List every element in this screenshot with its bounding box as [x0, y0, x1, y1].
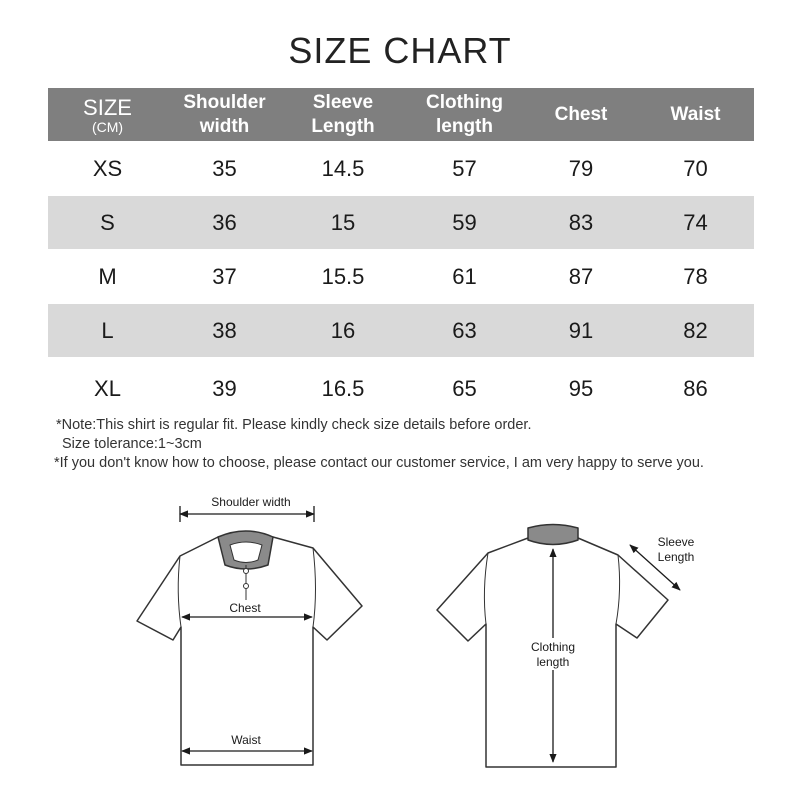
clothing-length-cell: 57	[452, 155, 477, 181]
shoulder-cell: 38	[167, 304, 282, 357]
sleeve-cell: 14.5	[321, 155, 365, 181]
size-cell: S	[48, 196, 167, 249]
chest-label: Chest	[229, 601, 261, 615]
header-shoulder-width: Shoulder width	[167, 88, 282, 141]
waist-cell: 74	[637, 196, 754, 249]
tolerance-note: Size tolerance:1~3cm	[62, 436, 202, 452]
header-clothing-length: Clothing length	[404, 88, 525, 141]
waist-cell: 78	[683, 263, 708, 289]
shoulder-cell: 39	[212, 375, 237, 401]
header-waist: Waist	[637, 88, 754, 141]
clothing-length-label-line2: length	[536, 655, 570, 669]
header-chest: Chest	[525, 88, 637, 141]
sleeve-length-label-line1: Sleeve	[657, 535, 695, 549]
sleeve-length-label-line2: Length	[657, 550, 695, 564]
clothing-length-cell: 59	[404, 196, 525, 249]
clothing-length-cell: 61	[452, 263, 477, 289]
sleeve-cell: 15.5	[321, 263, 365, 289]
clothing-length-cell: 63	[404, 304, 525, 357]
waist-cell: 86	[683, 375, 708, 401]
chest-cell: 95	[568, 375, 594, 401]
sleeve-cell: 15	[282, 196, 404, 249]
header-sleeve-length: Sleeve Length	[282, 88, 404, 141]
service-note: *If you don't know how to choose, please contact our customer service, I am very happy to serve you.	[54, 455, 704, 471]
chest-cell: 91	[525, 304, 637, 357]
shoulder-cell: 35	[212, 155, 237, 181]
chest-cell: 87	[568, 263, 594, 289]
sleeve-cell: 16	[282, 304, 404, 357]
shoulder-cell: 37	[212, 263, 237, 289]
size-cell: L	[48, 304, 167, 357]
waist-cell: 82	[637, 304, 754, 357]
size-cell: XL	[94, 375, 121, 401]
shoulder-width-label: Shoulder width	[211, 495, 291, 509]
size-cell: M	[98, 263, 117, 289]
fit-note: *Note:This shirt is regular fit. Please kindly check size details before order.	[56, 417, 532, 433]
size-cell: XS	[92, 155, 123, 181]
waist-label: Waist	[231, 733, 261, 747]
shoulder-cell: 36	[167, 196, 282, 249]
clothing-length-cell: 65	[452, 375, 477, 401]
header-size: SIZE (CM)	[48, 88, 167, 141]
page-title: SIZE CHART	[288, 30, 512, 71]
front-shirt-illustration	[137, 531, 362, 765]
chest-cell: 83	[525, 196, 637, 249]
clothing-length-label-line1: Clothing	[530, 640, 576, 654]
chest-cell: 79	[568, 155, 594, 181]
waist-cell: 70	[683, 155, 708, 181]
sleeve-cell: 16.5	[321, 375, 365, 401]
